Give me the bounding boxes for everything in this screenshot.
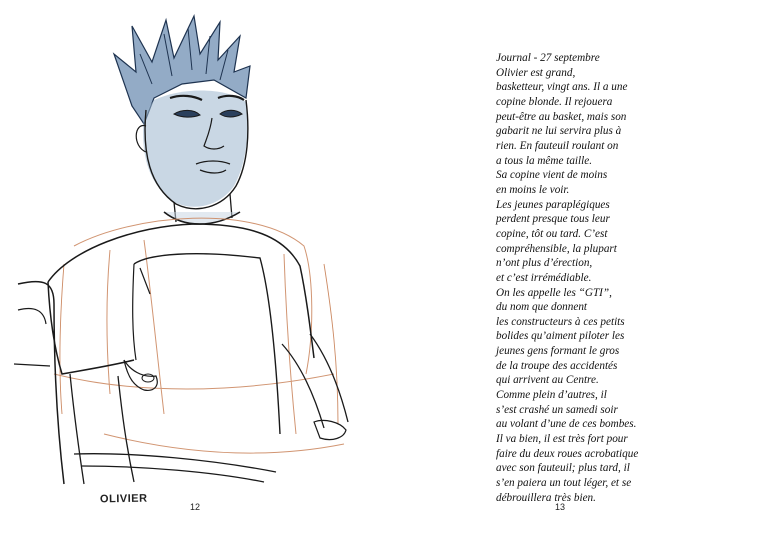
journal-line: Comme plein d’autres, il	[496, 389, 607, 402]
journal-line: copine, tôt ou tard. C’est	[496, 227, 608, 240]
sketch-caption: OLIVIER	[99, 492, 148, 506]
journal-line: a tous la même taille.	[496, 154, 593, 167]
journal-line: les constructeurs à ces petits	[496, 315, 625, 328]
portrait-sketch	[14, 14, 380, 504]
journal-line: compréhensible, la plupart	[496, 242, 617, 255]
journal-line: Les jeunes paraplégiques	[496, 198, 610, 211]
journal-line: Il va bien, il est très fort pour	[496, 433, 628, 446]
journal-line: Journal - 27 septembre	[496, 52, 600, 64]
journal-line: débrouillera très bien.	[496, 491, 596, 504]
journal-line: qui arrivent au Centre.	[496, 374, 599, 387]
journal-line: peut-être au basket, mais son	[496, 110, 627, 123]
page-number-left: 12	[190, 502, 201, 512]
journal-line: de la troupe des accidentés	[496, 359, 618, 372]
journal-line: n’ont plus d’érection,	[496, 257, 593, 270]
right-page	[380, 0, 760, 537]
journal-line: basketteur, vingt ans. Il a une	[496, 81, 628, 94]
journal-line: perdent presque tous leur	[496, 213, 610, 226]
journal-line: et c’est irrémédiable.	[496, 271, 592, 284]
journal-line: Sa copine vient de moins	[496, 169, 608, 182]
journal-line: rien. En fauteuil roulant on	[496, 139, 619, 152]
journal-line: faire du deux roues acrobatique	[496, 447, 639, 460]
journal-text	[496, 51, 746, 505]
journal-line: bolides qu’aiment piloter les	[496, 330, 625, 343]
journal-line: copine blonde. Il rejouera	[496, 95, 613, 108]
journal-line: s’en paiera un tout léger, et se	[496, 477, 632, 490]
journal-line: au volant d’une de ces bombes.	[496, 418, 637, 431]
journal-line: gabarit ne lui servira plus à	[496, 125, 622, 138]
journal-line: On les appelle les “GTI”,	[496, 286, 612, 299]
journal-line: du nom que donnent	[496, 301, 588, 314]
journal-line: s’est crashé un samedi soir	[496, 403, 618, 416]
journal-line: jeunes gens formant le gros	[496, 345, 620, 358]
journal-line: avec son fauteuil; plus tard, il	[496, 462, 630, 475]
page-number-right: 13	[555, 502, 566, 512]
journal-line: en moins le voir.	[496, 183, 570, 196]
journal-line: Olivier est grand,	[496, 66, 576, 79]
